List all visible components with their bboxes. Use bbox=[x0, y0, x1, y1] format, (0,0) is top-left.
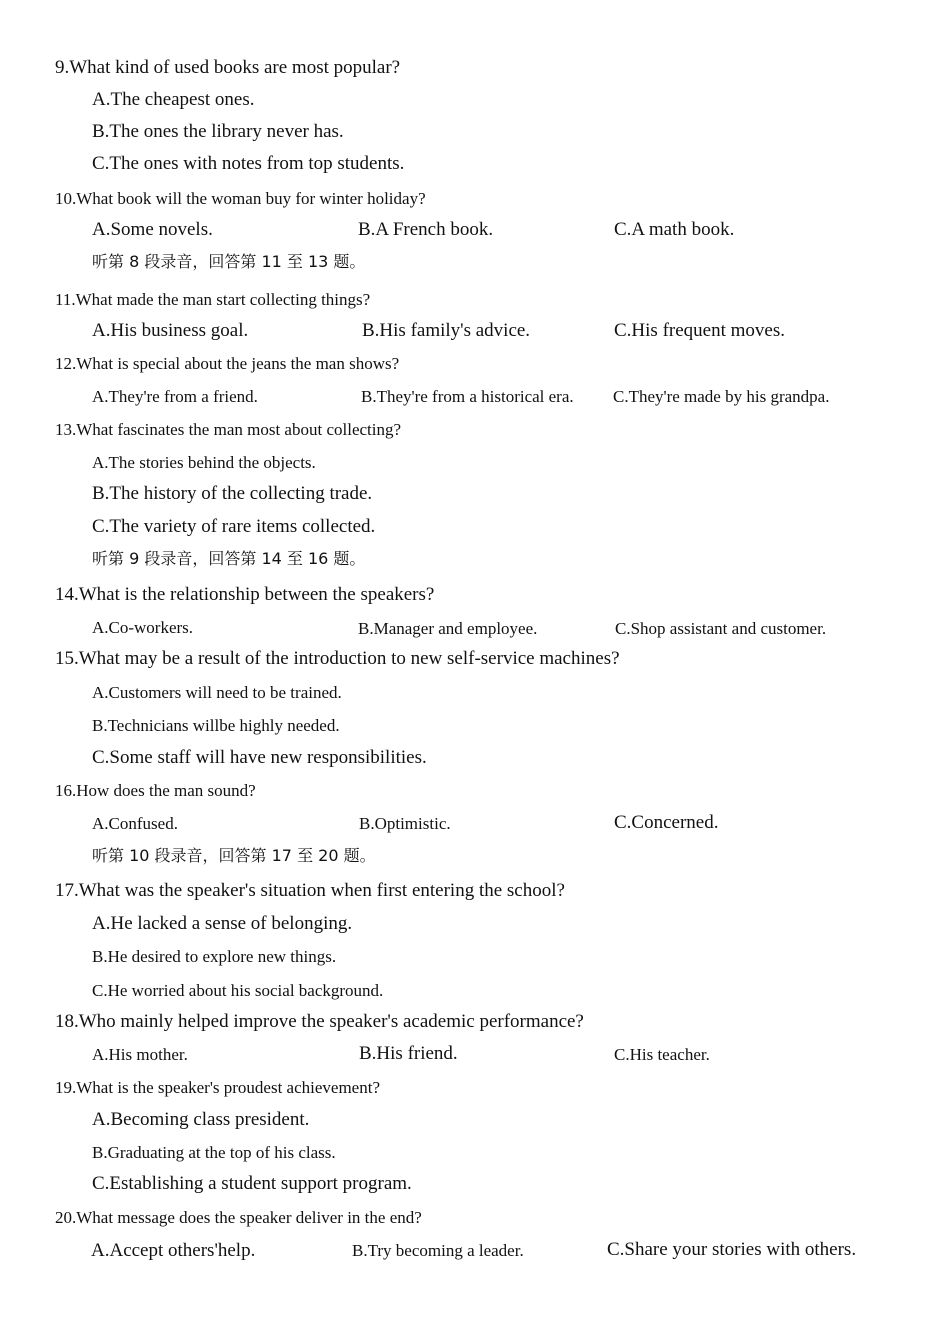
section-9-instruction: 听第 9 段录音，回答第 14 至 16 题。 bbox=[92, 549, 366, 568]
question-20-option-b: B.Try becoming a leader. bbox=[352, 1241, 524, 1260]
question-9-option-c: C.The ones with notes from top students. bbox=[92, 153, 405, 174]
question-10-option-c: C.A math book. bbox=[614, 219, 735, 240]
question-15-stem: 15.What may be a result of the introduction to new self-service machines? bbox=[55, 648, 620, 669]
question-15-option-b: B.Technicians willbe highly needed. bbox=[92, 716, 340, 735]
question-11-option-a: A.His business goal. bbox=[92, 320, 249, 341]
question-14-option-b: B.Manager and employee. bbox=[358, 619, 538, 638]
question-12-option-a: A.They're from a friend. bbox=[92, 387, 258, 406]
question-14-stem: 14.What is the relationship between the speakers? bbox=[55, 584, 435, 605]
question-15-option-a: A.Customers will need to be trained. bbox=[92, 683, 342, 702]
question-15-option-c: C.Some staff will have new responsibilities. bbox=[92, 747, 427, 768]
section-8-instruction: 听第 8 段录音，回答第 11 至 13 题。 bbox=[92, 252, 366, 271]
question-14-option-a: A.Co-workers. bbox=[92, 618, 194, 637]
question-17-option-a: A.He lacked a sense of belonging. bbox=[92, 913, 353, 934]
question-13-stem: 13.What fascinates the man most about collecting? bbox=[55, 420, 402, 439]
question-11-option-c: C.His frequent moves. bbox=[614, 320, 785, 341]
question-18-stem: 18.Who mainly helped improve the speaker's academic performance? bbox=[55, 1011, 584, 1032]
question-18-option-c: C.His teacher. bbox=[614, 1045, 710, 1064]
question-19-option-c: C.Establishing a student support program. bbox=[92, 1173, 412, 1194]
question-16-stem: 16.How does the man sound? bbox=[55, 781, 256, 800]
question-17-stem: 17.What was the speaker's situation when first entering the school? bbox=[55, 880, 565, 901]
question-11-option-b: B.His family's advice. bbox=[362, 320, 531, 341]
question-20-stem: 20.What message does the speaker deliver in the end? bbox=[55, 1208, 422, 1227]
section-10-instruction: 听第 10 段录音，回答第 17 至 20 题。 bbox=[92, 846, 376, 865]
question-19-option-a: A.Becoming class president. bbox=[92, 1109, 310, 1130]
question-12-option-c: C.They're made by his grandpa. bbox=[613, 387, 830, 406]
question-12-stem: 12.What is special about the jeans the man shows? bbox=[55, 354, 400, 373]
question-13-option-c: C.The variety of rare items collected. bbox=[92, 516, 376, 537]
question-9-option-b: B.The ones the library never has. bbox=[92, 121, 344, 142]
question-10-stem: 10.What book will the woman buy for winter holiday? bbox=[55, 189, 426, 208]
question-13-option-a: A.The stories behind the objects. bbox=[92, 453, 316, 472]
question-18-option-a: A.His mother. bbox=[92, 1045, 188, 1064]
question-13-option-b: B.The history of the collecting trade. bbox=[92, 483, 373, 504]
question-20-option-a: A.Accept others'help. bbox=[91, 1240, 256, 1261]
question-11-stem: 11.What made the man start collecting things? bbox=[55, 290, 371, 309]
question-17-option-c: C.He worried about his social background. bbox=[92, 981, 384, 1000]
question-14-option-c: C.Shop assistant and customer. bbox=[615, 619, 827, 638]
question-19-option-b: B.Graduating at the top of his class. bbox=[92, 1143, 336, 1162]
question-18-option-b: B.His friend. bbox=[359, 1043, 458, 1064]
question-12-option-b: B.They're from a historical era. bbox=[361, 387, 574, 406]
question-9-stem: 9.What kind of used books are most popular? bbox=[55, 57, 401, 78]
question-16-option-b: B.Optimistic. bbox=[359, 814, 451, 833]
question-16-option-c: C.Concerned. bbox=[614, 812, 719, 833]
question-19-stem: 19.What is the speaker's proudest achievement? bbox=[55, 1078, 381, 1097]
question-20-option-c: C.Share your stories with others. bbox=[607, 1239, 857, 1260]
question-16-option-a: A.Confused. bbox=[92, 814, 178, 833]
question-10-option-a: A.Some novels. bbox=[92, 219, 213, 240]
question-17-option-b: B.He desired to explore new things. bbox=[92, 947, 337, 966]
question-9-option-a: A.The cheapest ones. bbox=[92, 89, 255, 110]
question-10-option-b: B.A French book. bbox=[358, 219, 494, 240]
